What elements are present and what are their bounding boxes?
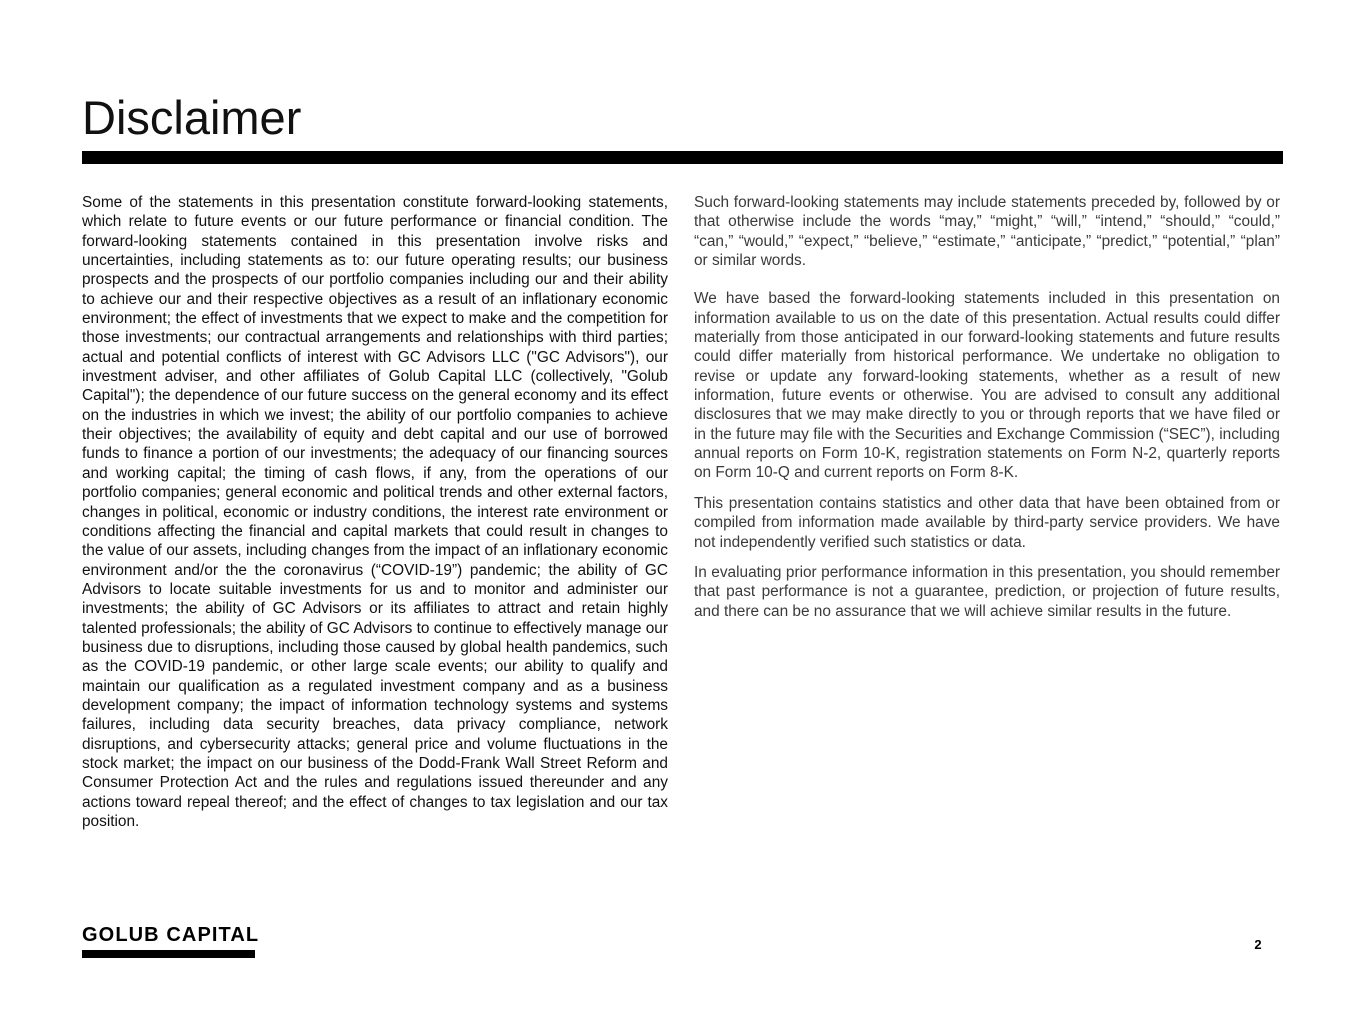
- logo-underline-bar: [82, 950, 255, 958]
- information-basis-paragraph: We have based the forward-looking statements included in this presentation on information available to us on the date of this presentation. Actual results could differ materially from those anticipated in our forward-looking statements and future results could differ materially from historical performance. We undertake no obligation to revise or update any forward-looking statements, whether as a result of new information, future events or otherwise. You are advised to consult any additional disclosures that we may make directly to you or through reports that we have filed or in the future may file with the Securities and Exchange Commission (“SEC”), including annual reports on Form 10-K, registration statements on Form N-2, quarterly reports on Form 10-Q and current reports on Form 8-K.: [694, 290, 1280, 482]
- prior-performance-paragraph: In evaluating prior performance information in this presentation, you should remember that past performance is not a guarantee, prediction, or projection of future results, and there can be no assurance that we will achieve similar results in the future.: [694, 563, 1280, 620]
- golub-capital-logo: [82, 922, 260, 948]
- disclaimer-details-column: [694, 193, 1280, 621]
- page-number: 2: [1254, 937, 1262, 952]
- forward-looking-statements-paragraph: Some of the statements in this presentation constitute forward-looking statements, which relate to future events or our future performance or financial condition. The forward-looking statements contained in this presentation involve risks and uncertainties, including statements as to: our future operating results; our business prospects and the prospects of our portfolio companies including our and their ability to achieve our and their respective objectives as a result of an inflationary economic environment; the effect of investments that we expect to make and the competition for those investments; our contractual arrangements and relationships with third parties; actual and potential conflicts of interest with GC Advisors LLC ("GC Advisors"), our investment adviser, and other affiliates of Golub Capital LLC (collectively, "Golub Capital"); the dependence of our future success on the general economy and its effect on the industries in which we invest; the ability of our portfolio companies to achieve their objectives; the availability of equity and debt capital and our use of borrowed funds to finance a portion of our investments; the adequacy of our financing sources and working capital; the timing of cash flows, if any, from the operations of our portfolio companies; general economic and political trends and other external factors, changes in political, economic or industry conditions, the interest rate environment or conditions affecting the financial and capital markets that could result in changes to the value of our assets, including changes from the impact of an inflationary economic environment and/or the the coronavirus (“COVID-19”) pandemic; the ability of GC Advisors to locate suitable investments for us and to monitor and administer our investments; the ability of GC Advisors or its affiliates to attract and retain highly talented professionals; the ability of GC Advisors to continue to effectively manage our business due to disruptions, including those caused by global health pandemics, such as the COVID-19 pandemic, or other large scale events; our ability to qualify and maintain our qualification as a regulated investment company and as a business development company; the impact of information technology systems and systems failures, including data security breaches, data privacy compliance, network disruptions, and cybersecurity attacks; general price and volume fluctuations in the stock market; the impact on our business of the Dodd-Frank Wall Street Reform and Consumer Protection Act and the rules and regulations issued thereunder and any actions toward repeal thereof; and the effect of changes to tax legislation and our tax position.: [82, 194, 668, 830]
- title-divider: [82, 151, 1283, 164]
- page-title: Disclaimer: [82, 91, 302, 144]
- logo-wordmark: GOLUB CAPITAL: [82, 924, 260, 946]
- third-party-data-paragraph: This presentation contains statistics and other data that have been obtained from or compiled from information made available by third-party service providers. We have not independently verified such statistics or data.: [694, 494, 1280, 551]
- forward-looking-statements-column: [82, 193, 668, 831]
- forward-looking-words-paragraph: Such forward-looking statements may include statements preceded by, followed by or that otherwise include the words “may,” “might,” “will,” “intend,” “should,” “could,” “can,” “would,” “expect,” “believe,” “estimate,” “anticipate,” “predict,” “potential,” “plan” or similar words.: [694, 194, 1280, 270]
